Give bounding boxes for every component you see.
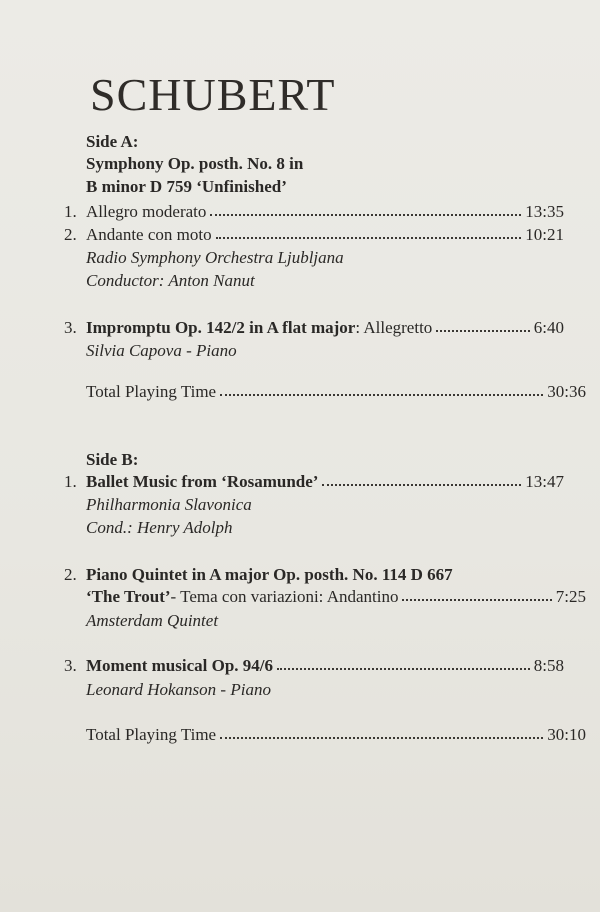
side-b-track-3 [64,656,564,676]
side-a-performer-1: Radio Symphony Orchestra Ljubljana [86,248,344,267]
side-b-heading: Side B: [86,450,139,469]
track-title-rest: : Allegretto [355,318,433,337]
track-title-bold: Impromptu Op. 142/2 in A flat major [86,318,356,337]
track-number: 1. [64,472,77,491]
track-number: 1. [64,202,77,221]
track-time: 13:35 [525,202,564,221]
track-title: Andante con moto [86,225,212,244]
track-title: Moment musical Op. 94/6 [86,656,273,675]
side-b-track-1-performer-1: Philharmonia Slavonica [86,495,252,514]
side-a-heading: Side A: [86,132,139,151]
track-time: 10:21 [525,225,564,244]
track-subtitle-bold: ‘The Trout’ [86,587,171,606]
track-subtitle-rest: - Tema con variazioni: Andantino [170,587,399,606]
side-a-total [64,382,586,402]
side-a-track-1 [64,202,564,222]
side-b-track-2-performer: Amsterdam Quintet [86,611,219,630]
total-time: 30:36 [547,382,586,401]
side-a-track-2 [64,225,564,245]
track-time: 13:47 [525,472,564,491]
track-number: 3. [64,656,77,675]
side-b-track-2-line-2 [64,587,586,607]
side-b-track-3-performer: Leonard Hokanson - Piano [86,680,271,699]
track-number: 2. [64,225,77,244]
track-title: Ballet Music from ‘Rosamunde’ [86,472,319,491]
side-b-total [64,725,586,745]
track-title: Piano Quintet in A major Op. posth. No. 114 D 667 [86,565,453,584]
track-time: 6:40 [533,318,564,337]
side-b-track-1-performer-2: Cond.: Henry Adolph [86,518,233,537]
dot-leader [210,203,521,217]
dot-leader [277,657,530,671]
track-number: 2. [64,565,77,584]
dot-leader [220,726,543,740]
track-time: 8:58 [533,656,564,675]
track-title: Allegro moderato [86,202,207,221]
track-time: 7:25 [555,587,586,606]
side-b-track-2-line-1 [64,565,564,585]
dot-leader [216,226,522,240]
total-label: Total Playing Time [86,725,217,744]
side-a-performer-2: Conductor: Anton Nanut [86,271,255,290]
dot-leader [436,319,529,333]
side-a-work-line1: Symphony Op. posth. No. 8 in [86,154,304,173]
track-number: 3. [64,318,77,337]
side-a-work-line2: B minor D 759 ‘Unfinished’ [86,177,287,196]
dot-leader [402,588,551,602]
dot-leader [220,383,543,397]
side-a-track-3-performer: Silvia Capova - Piano [86,341,237,360]
side-a-track-3 [64,318,564,338]
dot-leader [322,473,521,487]
side-b-track-1 [64,472,564,492]
total-time: 30:10 [547,725,586,744]
composer-title: SCHUBERT [90,69,336,120]
total-label: Total Playing Time [86,382,217,401]
